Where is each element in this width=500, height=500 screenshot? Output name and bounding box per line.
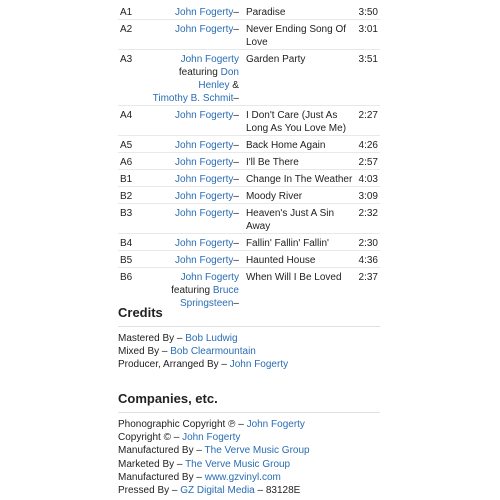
artist-dash: – [233,140,239,151]
credit-name-link[interactable]: Bob Clearmountain [170,346,256,358]
track-artist-cell [147,153,246,170]
track-title: Change In The Weather [246,170,353,187]
track-row [118,106,380,136]
artist-link[interactable]: John Fogerty [175,238,234,249]
track-position: B4 [118,234,147,251]
track-title: Haunted House [246,251,353,268]
company-row [118,484,300,497]
track-artist-cell [147,106,246,136]
track-title: Fallin' Fallin' Fallin' [246,234,353,251]
company-role: Pressed By – [118,485,181,496]
track-artist-cell [147,136,246,153]
track-duration: 4:36 [353,251,380,268]
track-artist-cell [147,234,246,251]
track-position: A6 [118,153,147,170]
track-row [118,0,380,20]
ampersand: & [229,80,239,91]
track-duration: 4:26 [353,136,380,153]
track-artist-cell [147,0,246,20]
track-title: When Will I Be Loved [246,268,353,311]
company-name-link[interactable]: The Verve Music Group [204,445,310,457]
artist-dash: – [233,208,239,219]
credit-role: Mixed By – [118,346,171,358]
track-duration: 2:32 [353,204,380,234]
track-duration: 2:37 [353,268,380,311]
track-position: A1 [120,7,133,18]
track-duration: 4:03 [353,170,380,187]
credit-role: Mastered By – [118,333,186,344]
track-artist-cell [147,170,246,187]
credit-role: Producer, Arranged By – [118,359,230,371]
artist-dash: – [233,255,239,266]
company-row [118,431,240,444]
track-title: Back Home Again [246,136,353,153]
artist-dash: – [233,191,239,202]
track-position: A4 [118,106,147,136]
credits-divider [118,326,380,327]
track-duration: 2:27 [353,106,380,136]
track-row [118,20,380,50]
track-artist-cell [147,187,246,204]
company-role: Manufactured By – [118,471,205,483]
company-row [118,444,310,457]
artist-link[interactable]: John Fogerty [175,140,234,151]
artist-link[interactable]: John Fogerty [175,208,234,219]
track-title: Heaven's Just A Sin Away [246,204,353,234]
artist-link[interactable]: John Fogerty [175,255,234,266]
companies-heading: Companies, etc. [118,391,218,406]
track-artist-cell [147,204,246,234]
track-duration: 3:09 [353,187,380,204]
artist-dash: – [233,298,239,309]
track-title: I'll Be There [246,153,353,170]
artist-dash: – [233,174,239,185]
credit-name-link[interactable]: John Fogerty [229,359,289,371]
artist-dash: – [233,238,239,249]
company-name-link[interactable]: www.gzvinyl.com [204,471,281,483]
track-artist-cell [147,20,246,50]
track-row [118,204,380,234]
company-name-link[interactable]: John Fogerty [246,419,305,430]
artist-dash: – [233,7,239,18]
featured-artist-link[interactable]: Don Henley [198,67,239,91]
track-artist-cell [147,251,246,268]
track-title: Paradise [245,7,286,18]
credits-heading: Credits [118,305,163,320]
tracklist-table [118,0,380,310]
track-position: B2 [118,187,147,204]
artist-link[interactable]: John Fogerty [180,272,239,283]
track-position: B3 [118,204,147,234]
company-row [118,458,290,471]
track-row [118,268,380,311]
track-position: B5 [118,251,147,268]
company-name-link[interactable]: John Fogerty [182,432,241,444]
artist-link[interactable]: John Fogerty [175,157,234,168]
company-role: Marketed By – [118,458,186,470]
company-name-link[interactable]: GZ Digital Media [180,485,255,496]
artist-link[interactable]: John Fogerty [175,110,234,121]
track-position: A2 [118,20,147,50]
artist-dash: – [233,157,239,168]
track-duration: 3:01 [353,20,380,50]
featured-artist-link[interactable]: Timothy B. Schmit [152,93,234,104]
company-catalog-number: – 83128E [254,485,301,496]
track-position: A5 [118,136,147,153]
credit-name-link[interactable]: Bob Ludwig [185,333,238,344]
featuring-label: featuring [171,285,213,296]
artist-dash: – [233,93,239,104]
track-row [118,170,380,187]
credit-row [118,345,256,358]
artist-link[interactable]: John Fogerty [175,174,234,185]
company-role: Copyright © – [118,432,183,444]
artist-link[interactable]: John Fogerty [175,24,234,35]
artist-link[interactable]: John Fogerty [175,191,234,202]
track-duration: 2:57 [353,153,380,170]
company-role: Manufactured By – [118,445,205,457]
track-artist-cell [147,268,246,311]
company-role: Phonographic Copyright ℗ – [118,419,247,430]
artist-dash: – [233,110,239,121]
track-position: B1 [118,170,147,187]
artist-dash: – [233,24,239,35]
track-row [118,136,380,153]
track-artist-cell [147,50,246,106]
track-title: Never Ending Song Of Love [246,20,353,50]
track-row [118,187,380,204]
track-title: I Don't Care (Just As Long As You Love Me) [246,106,353,136]
credit-row [118,358,288,371]
artist-link[interactable]: John Fogerty [175,7,234,18]
track-row [118,50,380,106]
company-row [118,471,281,484]
company-name-link[interactable]: The Verve Music Group [185,458,291,470]
featuring-label: featuring [178,67,221,78]
featured-artist-link[interactable]: Bruce Springsteen [180,285,239,309]
release-page-content [118,0,380,496]
track-duration: 3:50 [358,7,378,18]
track-row [118,251,380,268]
track-position: B6 [118,268,147,311]
track-row [118,153,380,170]
companies-divider [118,412,380,413]
track-title: Garden Party [246,50,353,106]
artist-link[interactable]: John Fogerty [180,54,239,65]
track-duration: 2:30 [353,234,380,251]
track-row [118,234,380,251]
company-row [118,418,305,431]
credit-row [118,332,238,345]
track-title: Moody River [246,187,353,204]
track-position: A3 [118,50,147,106]
track-duration: 3:51 [353,50,380,106]
